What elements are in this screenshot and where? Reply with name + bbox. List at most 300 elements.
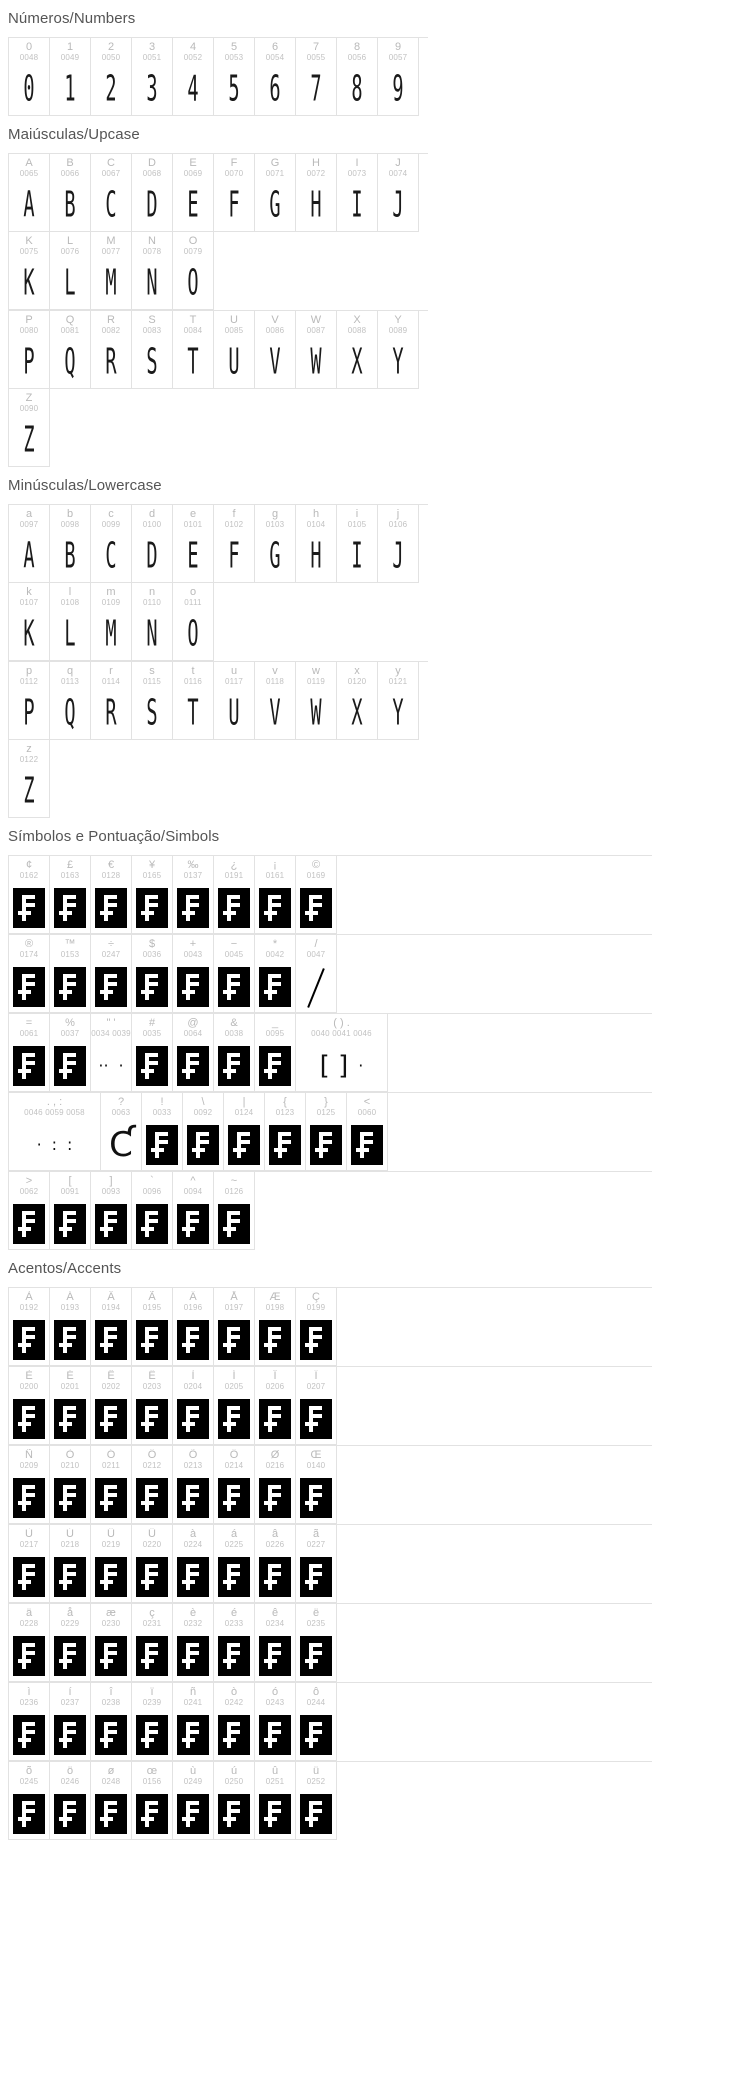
font-glyph: C xyxy=(105,184,117,227)
glyph-cell[interactable] xyxy=(214,1604,255,1682)
font-glyph: R xyxy=(105,341,117,384)
glyph-cell[interactable] xyxy=(296,1683,337,1761)
glyph-cell[interactable] xyxy=(9,1288,50,1366)
missing-glyph-box-icon xyxy=(54,967,86,1007)
missing-glyph-box-icon xyxy=(259,1478,291,1518)
glyph-cell[interactable] xyxy=(50,662,91,740)
glyph-charcode-label: 0080 xyxy=(19,326,39,335)
glyph-cell[interactable] xyxy=(337,505,378,583)
glyph-cell[interactable] xyxy=(255,1446,296,1524)
glyph-preview xyxy=(91,532,131,582)
glyph-cell[interactable] xyxy=(9,1172,50,1250)
glyph-character-label: I xyxy=(355,157,359,169)
glyph-cell-header xyxy=(9,389,49,416)
glyph-cell[interactable] xyxy=(378,38,419,116)
glyph-charcode-label: 0106 xyxy=(388,520,408,529)
glyph-cell[interactable] xyxy=(296,1446,337,1524)
glyph-character-label: U xyxy=(230,314,238,326)
glyph-cell[interactable] xyxy=(132,1604,173,1682)
glyph-cell[interactable] xyxy=(173,1172,214,1250)
glyph-cell[interactable] xyxy=(173,1367,214,1445)
glyph-charcode-label: 0083 xyxy=(142,326,162,335)
glyph-cell[interactable] xyxy=(132,1014,173,1092)
glyph-cell[interactable] xyxy=(50,1604,91,1682)
glyph-cell[interactable] xyxy=(9,1014,50,1092)
glyph-cell[interactable] xyxy=(378,505,419,583)
glyph-cell[interactable] xyxy=(347,1093,388,1171)
glyph-cell[interactable] xyxy=(91,154,132,232)
glyph-cell[interactable] xyxy=(296,1014,388,1092)
glyph-cell-header xyxy=(50,154,90,181)
glyph-cell-header xyxy=(255,505,295,532)
glyph-preview xyxy=(50,1631,90,1681)
glyph-cell[interactable] xyxy=(255,311,296,389)
glyph-preview xyxy=(255,1315,295,1365)
glyph-character-label: ` xyxy=(150,1175,154,1187)
glyph-preview xyxy=(255,1394,295,1444)
glyph-cell-header xyxy=(50,1762,90,1789)
glyph-cell[interactable] xyxy=(265,1093,306,1171)
glyph-cell[interactable] xyxy=(173,662,214,740)
glyph-cell[interactable] xyxy=(50,856,91,934)
glyph-cell[interactable] xyxy=(9,1525,50,1603)
glyph-cell[interactable] xyxy=(9,935,50,1013)
glyph-charcode-label: 0109 xyxy=(101,598,121,607)
glyph-character-label: Á xyxy=(66,1291,74,1303)
glyph-charcode-label: 0085 xyxy=(224,326,244,335)
glyph-cell[interactable] xyxy=(296,662,337,740)
font-glyph: B xyxy=(64,535,76,578)
glyph-cell[interactable] xyxy=(132,1525,173,1603)
glyph-cell-header xyxy=(296,154,336,181)
glyph-cell[interactable] xyxy=(50,154,91,232)
font-glyph: U xyxy=(228,341,240,384)
glyph-cell[interactable] xyxy=(50,1525,91,1603)
glyph-cell[interactable] xyxy=(296,856,337,934)
glyph-charcode-label: 0126 xyxy=(224,1187,244,1196)
glyph-cell[interactable] xyxy=(173,1762,214,1840)
glyph-cell[interactable] xyxy=(173,1683,214,1761)
glyph-cell[interactable] xyxy=(214,856,255,934)
glyph-cell-header xyxy=(214,1446,254,1473)
glyph-cell[interactable] xyxy=(214,1525,255,1603)
missing-glyph-box-icon xyxy=(13,1794,45,1834)
glyph-cell-header xyxy=(255,154,295,181)
glyph-cell[interactable] xyxy=(214,311,255,389)
glyph-character-label: ÷ xyxy=(107,938,115,950)
glyph-cell[interactable] xyxy=(173,38,214,116)
glyph-cell-header xyxy=(50,1604,90,1631)
glyph-cell[interactable] xyxy=(91,1525,132,1603)
glyph-charcode-label: 0088 xyxy=(347,326,367,335)
glyph-cell[interactable] xyxy=(255,1604,296,1682)
glyph-cell[interactable] xyxy=(296,935,337,1013)
glyph-cell[interactable] xyxy=(132,935,173,1013)
glyph-cell[interactable] xyxy=(173,1014,214,1092)
font-glyph: H xyxy=(310,184,322,227)
glyph-cell[interactable] xyxy=(9,1367,50,1445)
glyph-cell-header xyxy=(255,1762,295,1789)
glyph-charcode-label: 0197 xyxy=(224,1303,244,1312)
glyph-cell[interactable] xyxy=(214,505,255,583)
glyph-cell-header xyxy=(173,583,213,610)
glyph-cell-header xyxy=(214,1367,254,1394)
glyph-cell[interactable] xyxy=(255,1288,296,1366)
glyph-cell[interactable] xyxy=(132,1172,173,1250)
glyph-cell[interactable] xyxy=(173,154,214,232)
glyph-charcode-label: 0054 xyxy=(265,53,285,62)
glyph-cell[interactable] xyxy=(296,1367,337,1445)
missing-glyph-box-icon xyxy=(300,1320,332,1360)
glyph-cell[interactable] xyxy=(50,1172,91,1250)
glyph-charcode-label: 0086 xyxy=(265,326,285,335)
glyph-cell[interactable] xyxy=(9,583,50,661)
glyph-cell[interactable] xyxy=(132,1288,173,1366)
glyph-cell[interactable] xyxy=(214,154,255,232)
glyph-cell[interactable] xyxy=(91,1288,132,1366)
missing-glyph-box-icon xyxy=(95,1204,127,1244)
glyph-grid-row xyxy=(8,1603,652,1682)
glyph-cell[interactable] xyxy=(173,856,214,934)
glyph-cell[interactable] xyxy=(214,1446,255,1524)
glyph-preview xyxy=(296,1631,336,1681)
glyph-cell[interactable] xyxy=(255,662,296,740)
glyph-cell[interactable] xyxy=(132,505,173,583)
glyph-cell[interactable] xyxy=(132,154,173,232)
glyph-cell[interactable] xyxy=(173,1446,214,1524)
glyph-cell[interactable] xyxy=(9,856,50,934)
glyph-cell[interactable] xyxy=(91,583,132,661)
glyph-preview xyxy=(173,181,213,231)
glyph-cell-header xyxy=(173,1367,213,1394)
glyph-charcode-label: 0199 xyxy=(306,1303,326,1312)
glyph-preview xyxy=(91,1315,131,1365)
glyph-charcode-label: 0114 xyxy=(101,677,120,686)
glyph-cell-header xyxy=(378,311,418,338)
missing-glyph-box-icon xyxy=(136,1478,168,1518)
font-glyph: X xyxy=(351,341,363,384)
glyph-cell[interactable] xyxy=(9,740,50,818)
glyph-character-label: é xyxy=(230,1607,238,1619)
glyph-cell[interactable] xyxy=(91,311,132,389)
glyph-character-label: Ï xyxy=(314,1370,318,1382)
glyph-charcode-label: 0042 xyxy=(265,950,285,959)
glyph-cell[interactable] xyxy=(9,38,50,116)
glyph-cell[interactable] xyxy=(9,1683,50,1761)
glyph-cell[interactable] xyxy=(50,1683,91,1761)
glyph-preview xyxy=(50,962,90,1012)
glyph-cell[interactable] xyxy=(91,1683,132,1761)
missing-glyph-box-icon xyxy=(54,1715,86,1755)
glyph-preview xyxy=(91,883,131,933)
glyph-cell[interactable] xyxy=(214,1683,255,1761)
glyph-charcode-label: 0060 xyxy=(357,1108,377,1117)
glyph-character-label: w xyxy=(312,665,320,677)
glyph-cell[interactable] xyxy=(183,1093,224,1171)
glyph-cell[interactable] xyxy=(50,1367,91,1445)
glyph-cell-header xyxy=(9,154,49,181)
glyph-cell[interactable] xyxy=(173,1525,214,1603)
glyph-cell-header xyxy=(214,1683,254,1710)
glyph-cell[interactable] xyxy=(378,154,419,232)
glyph-character-label: ? xyxy=(117,1096,125,1108)
glyph-preview xyxy=(91,1552,131,1602)
glyph-cell[interactable] xyxy=(255,38,296,116)
glyph-cell[interactable] xyxy=(173,1604,214,1682)
glyph-cell[interactable] xyxy=(296,505,337,583)
glyph-cell[interactable] xyxy=(296,1604,337,1682)
glyph-charcode-label: 0034 0039 xyxy=(91,1029,131,1038)
glyph-cell[interactable] xyxy=(255,154,296,232)
glyph-cell[interactable] xyxy=(255,1014,296,1092)
glyph-cell[interactable] xyxy=(50,311,91,389)
missing-glyph-box-icon xyxy=(95,1320,127,1360)
glyph-cell[interactable] xyxy=(306,1093,347,1171)
glyph-character-label: ~ xyxy=(230,1175,238,1187)
glyph-cell[interactable] xyxy=(255,1367,296,1445)
glyph-cell[interactable] xyxy=(9,154,50,232)
glyph-cell[interactable] xyxy=(9,311,50,389)
glyph-cell-header xyxy=(173,662,213,689)
glyph-character-label: Q xyxy=(65,314,75,326)
glyph-cell[interactable] xyxy=(296,1288,337,1366)
glyph-charcode-label: 0231 xyxy=(142,1619,162,1628)
glyph-cell[interactable] xyxy=(132,1762,173,1840)
glyph-character-label: ] xyxy=(109,1175,113,1187)
glyph-cell[interactable] xyxy=(132,311,173,389)
glyph-cell[interactable] xyxy=(296,154,337,232)
glyph-charcode-label: 0205 xyxy=(224,1382,244,1391)
glyph-cell-header xyxy=(91,1525,131,1552)
glyph-cell[interactable] xyxy=(91,232,132,310)
glyph-cell[interactable] xyxy=(132,38,173,116)
glyph-charcode-label: 0101 xyxy=(183,520,203,529)
glyph-cell[interactable] xyxy=(173,311,214,389)
glyph-charcode-label: 0094 xyxy=(183,1187,203,1196)
glyph-cell[interactable] xyxy=(296,38,337,116)
glyph-cell-header xyxy=(173,154,213,181)
glyph-preview xyxy=(173,1394,213,1444)
glyph-charcode-label: 0048 xyxy=(19,53,39,62)
glyph-cell[interactable] xyxy=(91,1172,132,1250)
glyph-cell[interactable] xyxy=(378,662,419,740)
glyph-cell[interactable] xyxy=(173,935,214,1013)
glyph-cell[interactable] xyxy=(132,1683,173,1761)
glyph-preview xyxy=(347,1120,387,1170)
glyph-cell[interactable] xyxy=(50,935,91,1013)
font-glyph: 4 xyxy=(187,68,199,111)
font-glyph: G xyxy=(269,184,281,227)
glyph-charcode-label: 0052 xyxy=(183,53,203,62)
missing-glyph-box-icon xyxy=(177,967,209,1007)
glyph-preview xyxy=(9,259,49,309)
glyph-cell[interactable] xyxy=(296,1525,337,1603)
glyph-cell[interactable] xyxy=(214,1288,255,1366)
glyph-cell[interactable] xyxy=(50,38,91,116)
glyph-cell[interactable] xyxy=(214,662,255,740)
glyph-cell[interactable] xyxy=(91,505,132,583)
glyph-preview xyxy=(173,1789,213,1839)
glyph-cell[interactable] xyxy=(91,1762,132,1840)
glyph-cell-header xyxy=(50,1683,90,1710)
glyph-cell[interactable] xyxy=(50,1762,91,1840)
glyph-cell[interactable] xyxy=(50,583,91,661)
glyph-grid-row xyxy=(8,661,428,818)
glyph-cell-header xyxy=(296,1683,336,1710)
glyph-cell[interactable] xyxy=(132,1446,173,1524)
glyph-preview xyxy=(132,532,172,582)
glyph-cell[interactable] xyxy=(50,1288,91,1366)
glyph-preview xyxy=(91,610,131,660)
glyph-charcode-label: 0251 xyxy=(265,1777,285,1786)
glyph-character-label: l xyxy=(68,586,72,598)
glyph-preview xyxy=(132,689,172,739)
double-quote-glyph: ·· xyxy=(98,1056,109,1075)
glyph-cell[interactable] xyxy=(50,1014,91,1092)
glyph-cell[interactable] xyxy=(337,154,378,232)
question-mark-glyph: Ƈ xyxy=(109,1125,133,1165)
glyph-cell[interactable] xyxy=(214,38,255,116)
glyph-cell[interactable] xyxy=(9,1762,50,1840)
glyph-character-label: È xyxy=(25,1370,33,1382)
glyph-cell-header xyxy=(91,505,131,532)
glyph-cell[interactable] xyxy=(132,856,173,934)
glyph-preview xyxy=(50,1394,90,1444)
glyph-cell[interactable] xyxy=(142,1093,183,1171)
glyph-preview xyxy=(9,1394,49,1444)
glyph-cell[interactable] xyxy=(255,856,296,934)
glyph-character-label: ç xyxy=(149,1607,155,1619)
glyph-cell[interactable] xyxy=(91,662,132,740)
glyph-preview xyxy=(132,338,172,388)
glyph-cell[interactable] xyxy=(378,311,419,389)
glyph-cell[interactable] xyxy=(214,1014,255,1092)
glyph-character-label: ¿ xyxy=(230,859,238,871)
glyph-character-label: ® xyxy=(24,938,34,950)
glyph-preview xyxy=(101,1120,141,1170)
missing-glyph-box-icon xyxy=(187,1125,219,1165)
glyph-preview xyxy=(50,610,90,660)
glyph-cell[interactable] xyxy=(91,856,132,934)
glyph-cell[interactable] xyxy=(173,505,214,583)
glyph-cell[interactable] xyxy=(337,311,378,389)
glyph-preview xyxy=(173,532,213,582)
glyph-cell[interactable] xyxy=(173,583,214,661)
font-glyph: U xyxy=(228,692,240,735)
glyph-cell[interactable] xyxy=(214,1172,255,1250)
glyph-character-label: h xyxy=(312,508,320,520)
quote-glyph-pair xyxy=(91,1058,131,1074)
glyph-cell-header xyxy=(255,38,295,65)
glyph-cell-header xyxy=(296,1014,387,1041)
glyph-character-label: Ô xyxy=(147,1449,157,1461)
glyph-cell[interactable] xyxy=(132,662,173,740)
glyph-cell[interactable] xyxy=(214,1367,255,1445)
glyph-preview xyxy=(91,1789,131,1839)
glyph-cell[interactable] xyxy=(173,1288,214,1366)
glyph-cell[interactable] xyxy=(337,38,378,116)
glyph-character-label: ù xyxy=(189,1765,197,1777)
glyph-charcode-label: 0207 xyxy=(306,1382,326,1391)
glyph-cell[interactable] xyxy=(91,935,132,1013)
glyph-cell[interactable] xyxy=(255,1525,296,1603)
glyph-charcode-label: 0237 xyxy=(60,1698,80,1707)
font-glyph: Y xyxy=(392,341,404,384)
glyph-cell[interactable] xyxy=(255,935,296,1013)
glyph-character-label: − xyxy=(230,938,238,950)
glyph-cell-header xyxy=(378,154,418,181)
glyph-cell[interactable] xyxy=(255,1762,296,1840)
glyph-cell[interactable] xyxy=(91,1604,132,1682)
glyph-cell[interactable] xyxy=(214,1762,255,1840)
glyph-cell[interactable] xyxy=(9,1093,101,1171)
glyph-cell[interactable] xyxy=(173,232,214,310)
glyph-cell[interactable] xyxy=(214,935,255,1013)
glyph-cell-header xyxy=(132,583,172,610)
glyph-character-label: G xyxy=(270,157,280,169)
glyph-charcode-label: 0113 xyxy=(60,677,79,686)
glyph-preview xyxy=(173,1473,213,1523)
glyph-character-label: y xyxy=(395,665,401,677)
glyph-cell[interactable] xyxy=(91,1014,132,1092)
glyph-cell[interactable] xyxy=(132,583,173,661)
glyph-cell-header xyxy=(50,505,90,532)
glyph-cell[interactable] xyxy=(9,1604,50,1682)
glyph-cell[interactable] xyxy=(91,38,132,116)
glyph-cell[interactable] xyxy=(255,1683,296,1761)
glyph-charcode-label: 0064 xyxy=(183,1029,203,1038)
glyph-character-label: Û xyxy=(107,1528,115,1540)
font-glyph: G xyxy=(269,535,281,578)
glyph-charcode-label: 0050 xyxy=(101,53,121,62)
glyph-charcode-label: 0056 xyxy=(347,53,367,62)
glyph-preview xyxy=(214,1394,254,1444)
glyph-character-label: œ xyxy=(146,1765,158,1777)
glyph-preview xyxy=(173,1631,213,1681)
glyph-character-label: Œ xyxy=(310,1449,322,1461)
glyph-cell[interactable] xyxy=(50,505,91,583)
glyph-cell[interactable] xyxy=(296,311,337,389)
section-title: Números/Numbers xyxy=(8,10,136,27)
glyph-cell[interactable] xyxy=(91,1367,132,1445)
glyph-character-label: ã xyxy=(312,1528,320,1540)
missing-glyph-box-icon xyxy=(177,888,209,928)
glyph-preview xyxy=(173,1315,213,1365)
missing-glyph-box-icon xyxy=(300,1715,332,1755)
glyph-cell-header xyxy=(255,311,295,338)
glyph-cell[interactable] xyxy=(9,1446,50,1524)
glyph-preview xyxy=(337,338,377,388)
glyph-cell[interactable] xyxy=(132,1367,173,1445)
glyph-cell[interactable] xyxy=(337,662,378,740)
glyph-cell[interactable] xyxy=(101,1093,142,1171)
glyph-cell[interactable] xyxy=(255,505,296,583)
glyph-cell-header xyxy=(50,1014,90,1041)
glyph-preview xyxy=(296,65,336,115)
glyph-preview xyxy=(183,1120,223,1170)
glyph-cell[interactable] xyxy=(50,1446,91,1524)
glyph-cell[interactable] xyxy=(91,1446,132,1524)
glyph-cell[interactable] xyxy=(224,1093,265,1171)
glyph-cell-header xyxy=(91,154,131,181)
glyph-cell[interactable] xyxy=(9,662,50,740)
glyph-cell[interactable] xyxy=(132,232,173,310)
glyph-cell[interactable] xyxy=(296,1762,337,1840)
glyph-cell[interactable] xyxy=(9,389,50,467)
glyph-cell[interactable] xyxy=(50,232,91,310)
glyph-cell[interactable] xyxy=(9,232,50,310)
glyph-cell[interactable] xyxy=(9,505,50,583)
